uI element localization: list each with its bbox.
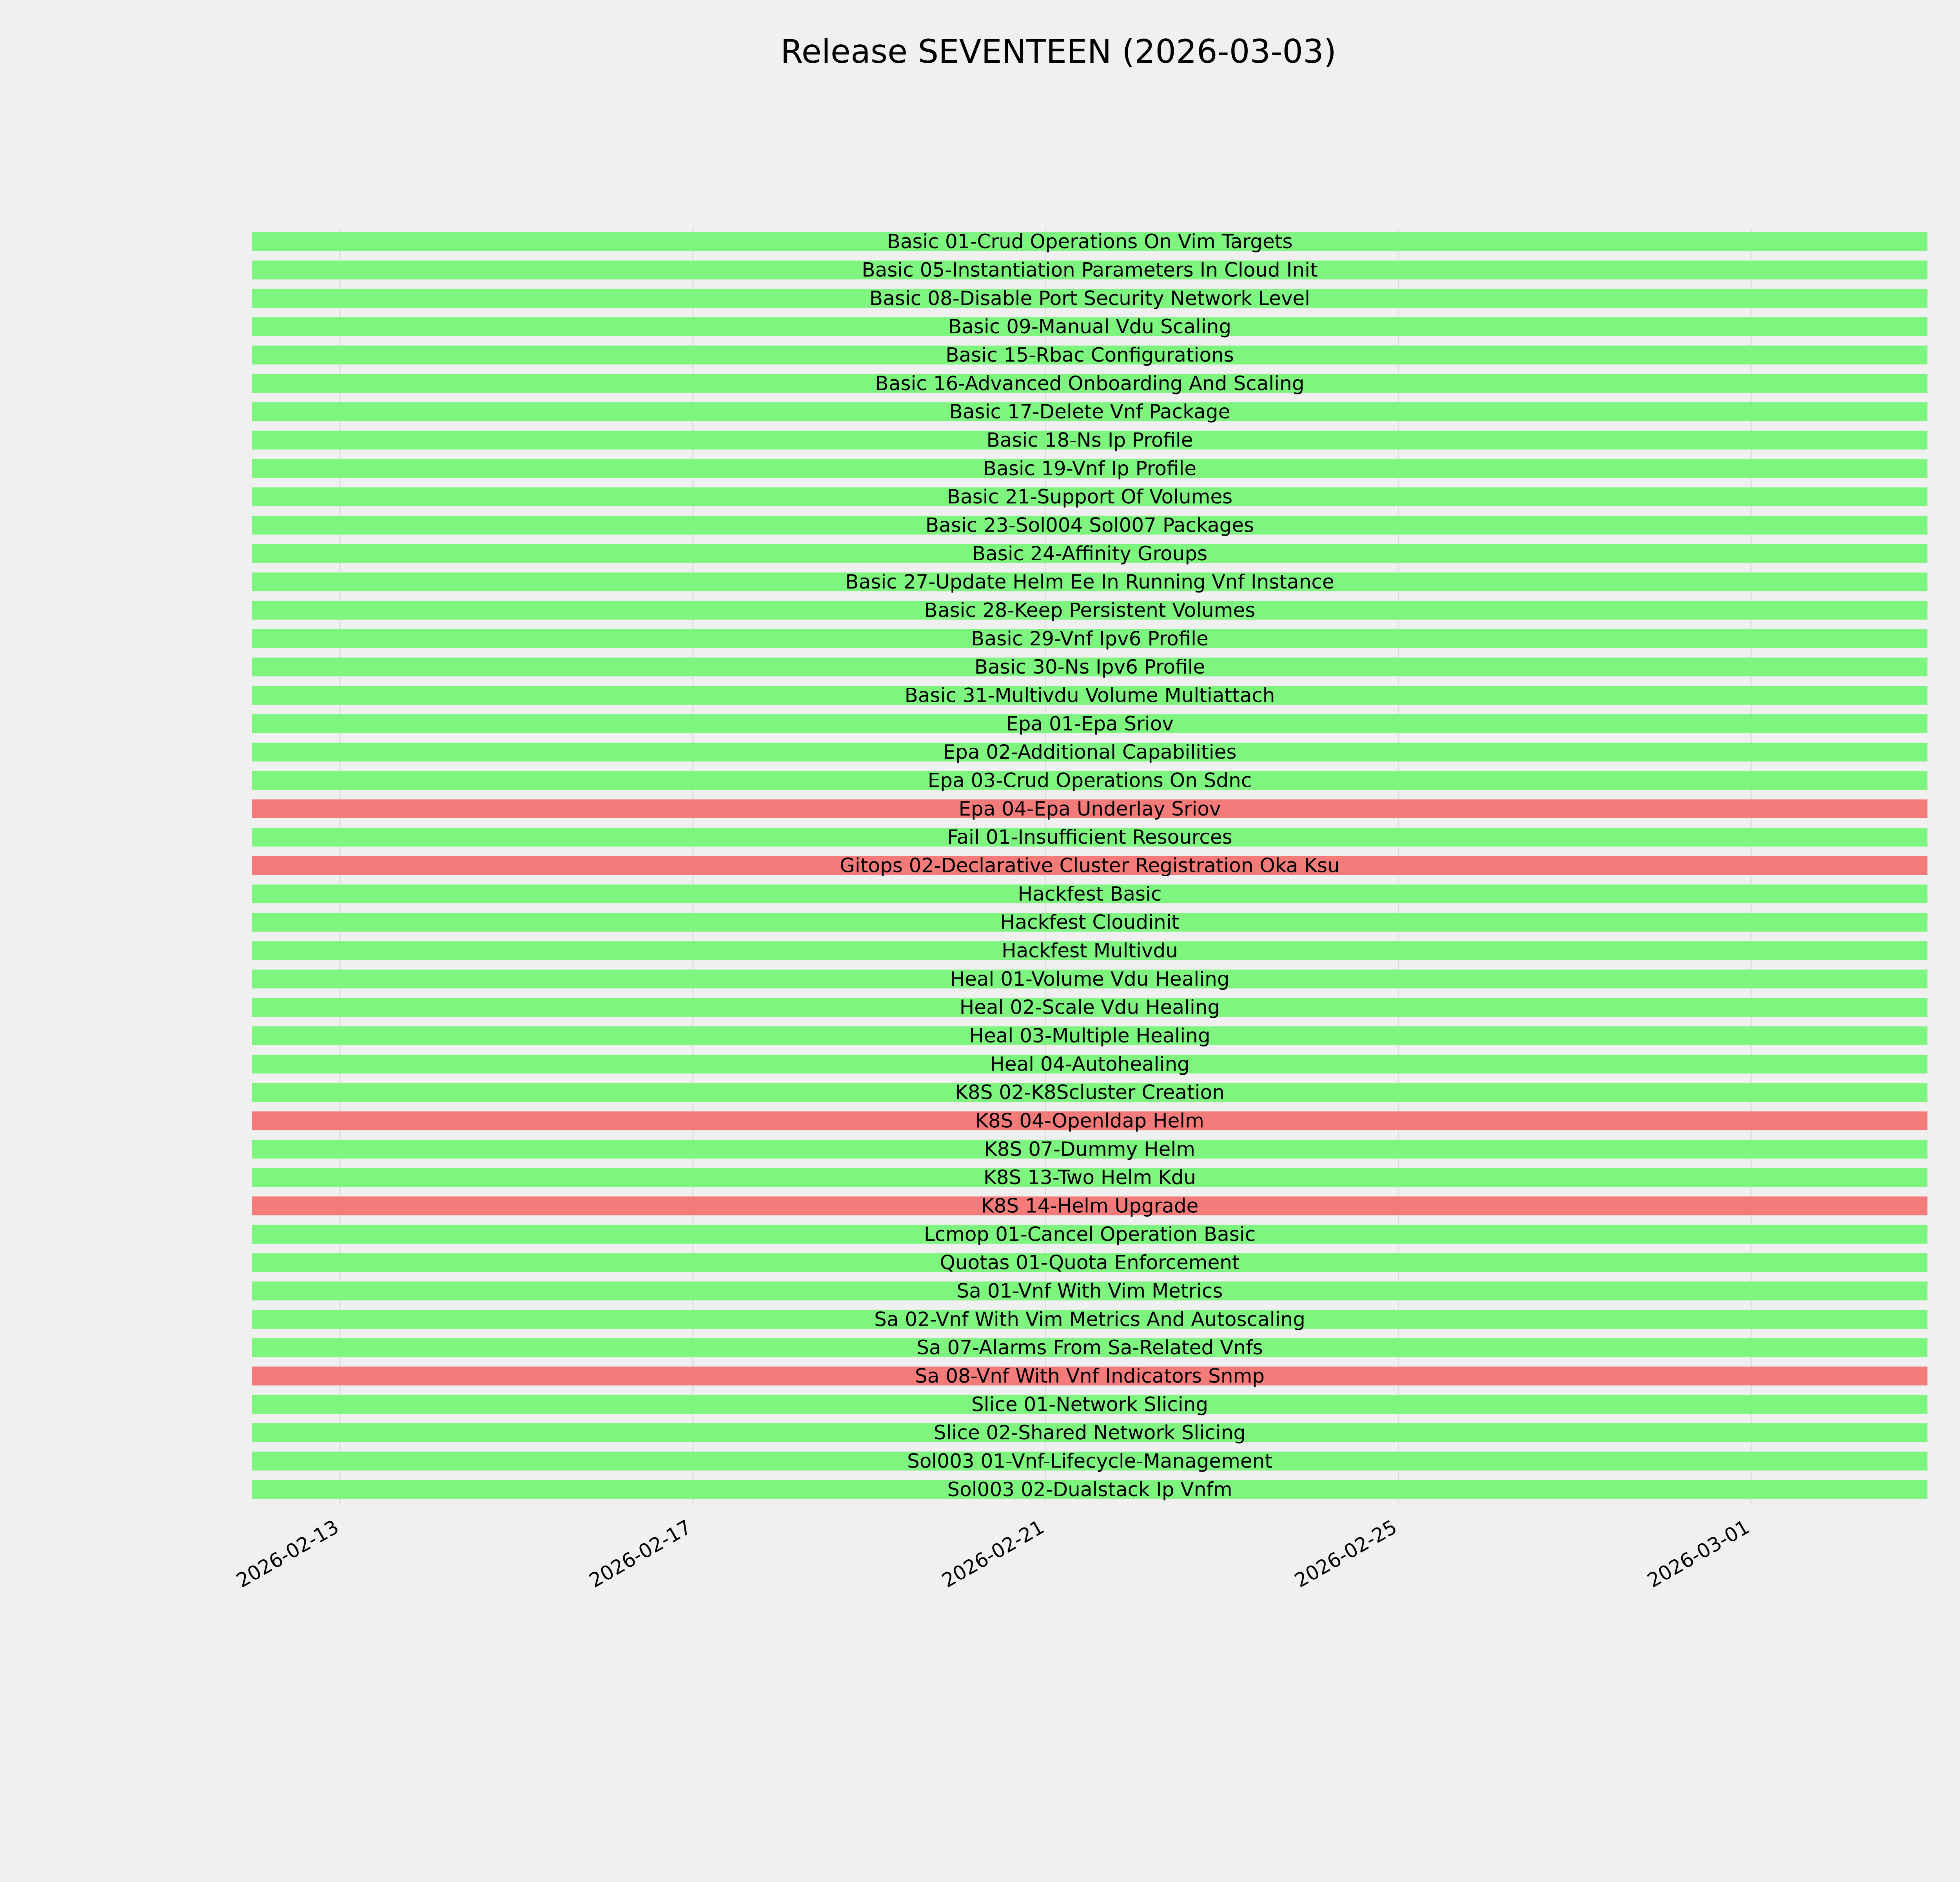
task-label: Basic 23-Sol004 Sol007 Packages <box>925 514 1254 537</box>
task-label: Basic 16-Advanced Onboarding And Scaling <box>875 372 1305 395</box>
task-label: Basic 05-Instantiation Parameters In Cloud Init <box>862 258 1318 282</box>
task-label: Basic 08-Disable Port Security Network Level <box>869 287 1310 310</box>
task-label: Sa 02-Vnf With Vim Metrics And Autoscaling <box>874 1308 1305 1331</box>
task-label: Lcmop 01-Cancel Operation Basic <box>924 1223 1256 1246</box>
x-tick-label: 2026-02-21 <box>938 1515 1048 1592</box>
task-label: Basic 31-Multivdu Volume Multiattach <box>904 684 1275 707</box>
task-label: Heal 03-Multiple Healing <box>969 1024 1210 1047</box>
task-label: Heal 02-Scale Vdu Healing <box>959 996 1220 1019</box>
task-label: Sol003 02-Dualstack Ip Vnfm <box>947 1478 1232 1501</box>
task-label: Basic 19-Vnf Ip Profile <box>983 457 1197 480</box>
task-label: Basic 29-Vnf Ipv6 Profile <box>971 627 1209 650</box>
task-label: Gitops 02-Declarative Cluster Registration Oka Ksu <box>840 854 1340 877</box>
task-label: Heal 01-Volume Vdu Healing <box>950 967 1230 990</box>
task-label: Hackfest Basic <box>1018 882 1162 905</box>
task-label: K8S 04-Openldap Helm <box>975 1109 1204 1132</box>
task-label: K8S 07-Dummy Helm <box>984 1137 1195 1161</box>
task-label: Sa 07-Alarms From Sa-Related Vnfs <box>916 1336 1263 1359</box>
x-tick-label: 2026-02-13 <box>232 1515 343 1592</box>
x-tick-label: 2026-03-01 <box>1643 1515 1754 1592</box>
task-label: Sa 01-Vnf With Vim Metrics <box>956 1279 1223 1303</box>
chart-title: Release SEVENTEEN (2026-03-03) <box>780 33 1337 71</box>
task-label: Hackfest Cloudinit <box>1000 911 1180 934</box>
task-label: Slice 01-Network Slicing <box>971 1393 1209 1416</box>
task-label: Basic 24-Affinity Groups <box>972 542 1208 565</box>
task-label: Sa 08-Vnf With Vnf Indicators Snmp <box>915 1364 1265 1388</box>
task-label: Basic 28-Keep Persistent Volumes <box>924 599 1256 622</box>
task-label: K8S 13-Two Helm Kdu <box>983 1166 1196 1189</box>
task-label: Epa 03-Crud Operations On Sdnc <box>927 769 1252 792</box>
task-label: K8S 02-K8Scluster Creation <box>955 1081 1225 1104</box>
task-label: Basic 18-Ns Ip Profile <box>986 429 1193 452</box>
task-label: Fail 01-Insufficient Resources <box>947 826 1232 849</box>
task-label: Slice 02-Shared Network Slicing <box>933 1421 1246 1444</box>
task-label: Epa 04-Epa Underlay Sriov <box>958 797 1221 820</box>
task-label: Heal 04-Autohealing <box>990 1052 1190 1075</box>
task-label: Basic 15-Rbac Configurations <box>946 343 1234 367</box>
x-tick-label: 2026-02-17 <box>585 1515 695 1592</box>
task-label: Hackfest Multivdu <box>1002 939 1178 962</box>
x-axis-ticks <box>232 1515 1753 1592</box>
task-bars <box>252 230 1927 1501</box>
x-tick-label: 2026-02-25 <box>1290 1515 1401 1592</box>
task-label: Basic 27-Update Helm Ee In Running Vnf Instance <box>845 570 1334 594</box>
task-label: Basic 09-Manual Vdu Scaling <box>948 315 1232 338</box>
task-label: Basic 21-Support Of Volumes <box>947 485 1233 509</box>
task-label: Basic 30-Ns Ipv6 Profile <box>974 656 1205 679</box>
task-label: Epa 02-Additional Capabilities <box>943 741 1237 764</box>
task-label: Quotas 01-Quota Enforcement <box>940 1251 1240 1274</box>
task-label: K8S 14-Helm Upgrade <box>981 1194 1199 1217</box>
task-label: Basic 17-Delete Vnf Package <box>949 400 1230 423</box>
task-label: Epa 01-Epa Sriov <box>1006 712 1174 735</box>
task-label: Sol003 01-Vnf-Lifecycle-Management <box>907 1450 1272 1473</box>
task-label: Basic 01-Crud Operations On Vim Targets <box>887 230 1293 253</box>
